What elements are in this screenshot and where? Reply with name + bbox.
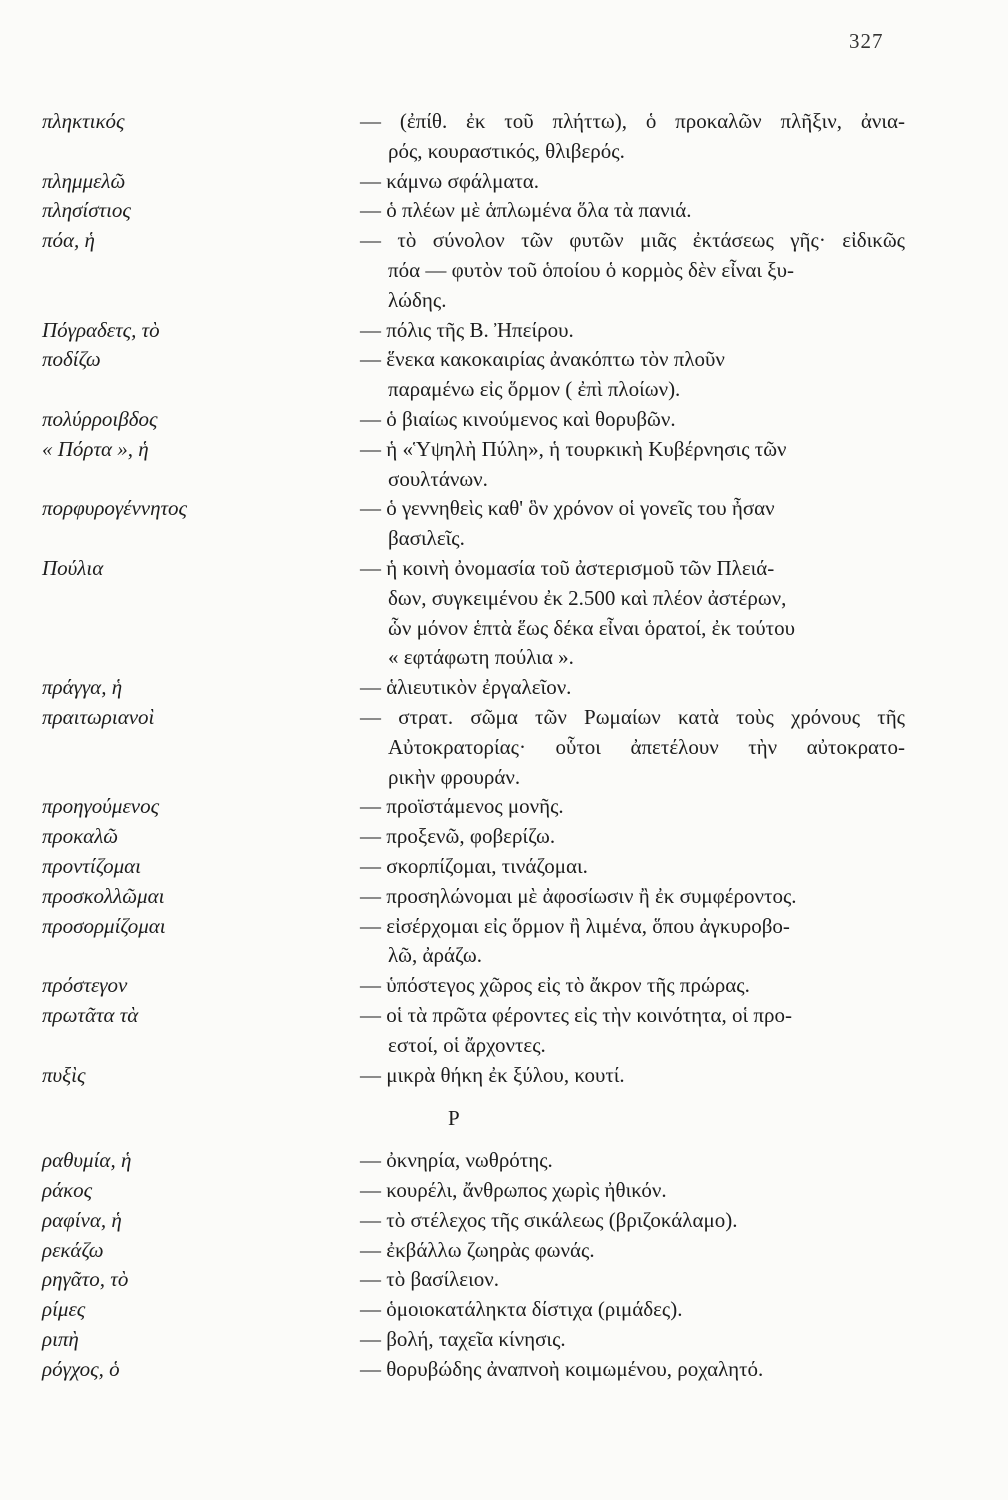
definition-line bbox=[360, 167, 905, 197]
entry-definition bbox=[360, 494, 905, 554]
entry-term: πόα, ἡ bbox=[42, 228, 95, 253]
definition-text: — κάμνω σφάλματα. bbox=[360, 168, 540, 193]
entry-term: πολύρροιβδος bbox=[42, 406, 158, 431]
definition-line bbox=[360, 554, 905, 584]
definition-line bbox=[360, 852, 905, 882]
entry-term: προκαλῶ bbox=[42, 824, 119, 849]
definition-line bbox=[360, 345, 905, 375]
glossary-entry bbox=[42, 1355, 905, 1385]
entry-definition bbox=[360, 1236, 905, 1266]
glossary-entry bbox=[42, 1265, 905, 1295]
definition-line bbox=[360, 196, 905, 226]
entry-definition bbox=[360, 822, 905, 852]
definition-line bbox=[360, 882, 905, 912]
definition-text: ρικὴν φρουράν. bbox=[388, 764, 521, 789]
definition-text: — τὸ βασίλειον. bbox=[360, 1267, 499, 1292]
glossary-entry bbox=[42, 196, 905, 226]
definition-line bbox=[360, 1325, 905, 1355]
entry-term: προντίζομαι bbox=[42, 853, 141, 878]
entry-term: πλησίστιος bbox=[42, 198, 131, 223]
definition-text: — οἱ τὰ πρῶτα φέροντες εἰς τὴν κοινότητα, οἱ προ- bbox=[360, 1002, 792, 1027]
entry-term: πυξὶς bbox=[42, 1062, 86, 1087]
definition-text: — μικρὰ θήκη ἐκ ξύλου, κουτί. bbox=[360, 1062, 625, 1087]
definition-line bbox=[360, 435, 905, 465]
definition-text: λώδης. bbox=[388, 287, 447, 312]
entry-term: ρόγχος, ὁ bbox=[42, 1356, 120, 1381]
entry-definition bbox=[360, 1325, 905, 1355]
definition-text: — ὁ βιαίως κινούμενος καὶ θορυβῶν. bbox=[360, 406, 676, 431]
definition-line bbox=[388, 733, 905, 763]
definition-text: « εφτάφωτη πούλια ». bbox=[388, 645, 574, 670]
definition-line bbox=[360, 1355, 905, 1385]
entry-term: ρηγᾶτο, τὸ bbox=[42, 1267, 129, 1292]
definition-line bbox=[360, 1176, 905, 1206]
definition-line bbox=[360, 822, 905, 852]
entry-definition bbox=[360, 912, 905, 972]
definition-text: παραμένω εἰς ὅρμον ( ἐπὶ πλοίων). bbox=[388, 377, 681, 402]
glossary-entry bbox=[42, 1061, 905, 1091]
entry-term: πράγγα, ἡ bbox=[42, 675, 123, 700]
definition-line bbox=[388, 763, 905, 793]
page-number: 327 bbox=[849, 29, 884, 53]
definition-line bbox=[360, 1265, 905, 1295]
definition-text: — ἕνεκα κακοκαιρίας ἀνακόπτω τὸν πλοῦν bbox=[360, 347, 725, 372]
definition-line bbox=[388, 137, 905, 167]
glossary-entry bbox=[42, 673, 905, 703]
definition-text: — τὸ σύνολον τῶν φυτῶν μιᾶς ἐκτάσεως γῆς· εἰδικῶς bbox=[360, 228, 905, 253]
glossary-entry bbox=[42, 435, 905, 495]
definition-text: — ἐκβάλλω ζωηρὰς φωνάς. bbox=[360, 1237, 595, 1262]
entry-term: πληκτικός bbox=[42, 109, 125, 133]
entry-term: ραθυμία, ἡ bbox=[42, 1148, 132, 1173]
definition-line bbox=[388, 643, 905, 673]
entry-term: ποδίζω bbox=[42, 347, 101, 372]
definition-line bbox=[360, 316, 905, 346]
definition-line bbox=[360, 1236, 905, 1266]
definition-line bbox=[360, 792, 905, 822]
entry-definition bbox=[360, 1176, 905, 1206]
glossary-entry bbox=[42, 107, 905, 167]
definition-text: βασιλεῖς. bbox=[388, 526, 465, 551]
entry-definition bbox=[360, 852, 905, 882]
entry-definition bbox=[360, 226, 905, 315]
definition-text: — εἰσέρχομαι εἰς ὅρμον ἢ λιμένα, ὅπου ἀγκυροβο- bbox=[360, 913, 790, 938]
definition-text: λῶ, ἀράζω. bbox=[388, 943, 482, 968]
definition-text: — (ἐπίθ. ἐκ τοῦ πλήττω), ὁ προκαλῶν πλῆξιν, ἀνια- bbox=[360, 109, 905, 133]
entry-term: Πόγραδετς, τὸ bbox=[42, 317, 160, 342]
glossary-list-rho bbox=[42, 1146, 905, 1384]
entry-definition bbox=[360, 1146, 905, 1176]
entry-definition bbox=[360, 673, 905, 703]
entry-definition bbox=[360, 1001, 905, 1061]
entry-definition bbox=[360, 703, 905, 792]
glossary-entry bbox=[42, 912, 905, 972]
definition-text: — ἁλιευτικὸν ἐργαλεῖον. bbox=[360, 675, 572, 700]
entry-term: « Πόρτα », ἡ bbox=[42, 436, 149, 461]
definition-text: — προϊστάμενος μονῆς. bbox=[360, 794, 564, 819]
glossary-entry bbox=[42, 1236, 905, 1266]
definition-line bbox=[360, 1061, 905, 1091]
definition-line bbox=[360, 673, 905, 703]
definition-line bbox=[388, 524, 905, 554]
glossary-entry bbox=[42, 494, 905, 554]
definition-line bbox=[360, 703, 905, 733]
entry-definition bbox=[360, 196, 905, 226]
entry-definition bbox=[360, 107, 905, 167]
definition-line bbox=[388, 614, 905, 644]
entry-term: προσκολλῶμαι bbox=[42, 883, 165, 908]
definition-line bbox=[360, 1146, 905, 1176]
entry-term: ρίμες bbox=[42, 1297, 86, 1322]
definition-text: — πόλις τῆς Β. Ἠπείρου. bbox=[360, 317, 574, 342]
entry-definition bbox=[360, 405, 905, 435]
entry-term: πραιτωριανοὶ bbox=[42, 704, 155, 729]
definition-line bbox=[388, 941, 905, 971]
definition-text: — κουρέλι, ἄνθρωπος χωρὶς ἠθικόν. bbox=[360, 1178, 667, 1203]
definition-line bbox=[360, 1001, 905, 1031]
definition-text: δων, συγκειμένου ἐκ 2.500 καὶ πλέον ἀστέρων, bbox=[388, 585, 787, 610]
glossary-entry bbox=[42, 703, 905, 792]
glossary-entry bbox=[42, 971, 905, 1001]
entry-definition bbox=[360, 167, 905, 197]
glossary bbox=[42, 107, 905, 1385]
entry-definition bbox=[360, 1265, 905, 1295]
entry-definition bbox=[360, 1355, 905, 1385]
glossary-entry bbox=[42, 316, 905, 346]
definition-text: εστοί, οἱ ἄρχοντες. bbox=[388, 1032, 546, 1057]
entry-definition bbox=[360, 345, 905, 405]
entry-term: ράκος bbox=[42, 1178, 93, 1203]
glossary-entry bbox=[42, 1295, 905, 1325]
glossary-entry bbox=[42, 345, 905, 405]
definition-text: — προξενῶ, φοβερίζω. bbox=[360, 824, 556, 849]
definition-line bbox=[360, 971, 905, 1001]
definition-line bbox=[360, 107, 905, 137]
glossary-entry bbox=[42, 1001, 905, 1061]
definition-text: — ἡ «Ὑψηλὴ Πύλη», ἡ τουρκικὴ Κυβέρνησις τῶν bbox=[360, 436, 787, 461]
definition-line bbox=[360, 912, 905, 942]
entry-term: πρωτᾶτα τὰ bbox=[42, 1002, 139, 1027]
entry-definition bbox=[360, 554, 905, 673]
section-letter-heading: Ρ bbox=[448, 1106, 460, 1131]
glossary-entry bbox=[42, 882, 905, 912]
definition-text: — σκορπίζομαι, τινάζομαι. bbox=[360, 853, 588, 878]
entry-term: πορφυρογέννητος bbox=[42, 496, 188, 521]
entry-definition bbox=[360, 1061, 905, 1091]
definition-line bbox=[360, 1295, 905, 1325]
glossary-entry bbox=[42, 1176, 905, 1206]
definition-line bbox=[388, 286, 905, 316]
definition-text: — ὑπόστεγος χῶρος εἰς τὸ ἄκρον τῆς πρώρας. bbox=[360, 973, 750, 998]
definition-text: — ὁμοιοκατάληκτα δίστιχα (ριμάδες). bbox=[360, 1297, 683, 1322]
definition-text: — τὸ στέλεχος τῆς σικάλεως (βριζοκάλαμο). bbox=[360, 1207, 738, 1232]
glossary-entry bbox=[42, 852, 905, 882]
entry-term: προηγούμενος bbox=[42, 794, 160, 819]
definition-line bbox=[360, 405, 905, 435]
glossary-entry bbox=[42, 226, 905, 315]
definition-text: — ἡ κοινὴ ὀνομασία τοῦ ἀστερισμοῦ τῶν Πλειά- bbox=[360, 555, 775, 580]
entry-term: Πούλια bbox=[42, 555, 104, 580]
definition-text: ρός, κουραστικός, θλιβερός. bbox=[388, 138, 625, 163]
definition-text: ὧν μόνον ἑπτὰ ἕως δέκα εἶναι ὁρατοί, ἐκ τούτου bbox=[388, 615, 796, 640]
glossary-entry bbox=[42, 792, 905, 822]
definition-line bbox=[388, 584, 905, 614]
definition-text: σουλτάνων. bbox=[388, 466, 488, 491]
definition-line bbox=[388, 256, 905, 286]
definition-text: — θορυβώδης ἀναπνοὴ κοιμωμένου, ροχαλητό. bbox=[360, 1356, 764, 1381]
entry-term: πρόστεγον bbox=[42, 973, 128, 998]
entry-term: ραφίνα, ἡ bbox=[42, 1207, 122, 1232]
glossary-entry bbox=[42, 167, 905, 197]
definition-text: πόα — φυτὸν τοῦ ὁποίου ὁ κορμὸς δὲν εἶναι ξυ- bbox=[388, 257, 795, 282]
entry-definition bbox=[360, 971, 905, 1001]
entry-term: προσορμίζομαι bbox=[42, 913, 166, 938]
entry-definition bbox=[360, 316, 905, 346]
glossary-entry bbox=[42, 554, 905, 673]
definition-text: — βολή, ταχεῖα κίνησις. bbox=[360, 1327, 566, 1352]
definition-text: — προσηλώνομαι μὲ ἀφοσίωσιν ἢ ἐκ συμφέροντος. bbox=[360, 883, 797, 908]
entry-definition bbox=[360, 882, 905, 912]
entry-term: ρεκάζω bbox=[42, 1237, 104, 1262]
definition-line bbox=[360, 226, 905, 256]
definition-line bbox=[388, 465, 905, 495]
definition-text: — ὁ πλέων μὲ ἁπλωμένα ὅλα τὰ πανιά. bbox=[360, 198, 692, 223]
entry-definition bbox=[360, 435, 905, 495]
entry-definition bbox=[360, 1206, 905, 1236]
glossary-entry bbox=[42, 405, 905, 435]
definition-text: Αὐτοκρατορίας· οὗτοι ἀπετέλουν τὴν αὐτοκρατο- bbox=[388, 734, 905, 759]
definition-text: — ὀκνηρία, νωθρότης. bbox=[360, 1148, 553, 1173]
glossary-entry bbox=[42, 1146, 905, 1176]
entry-definition bbox=[360, 1295, 905, 1325]
entry-definition bbox=[360, 792, 905, 822]
glossary-entry bbox=[42, 1325, 905, 1355]
definition-line bbox=[360, 1206, 905, 1236]
definition-text: — στρατ. σῶμα τῶν Ρωμαίων κατὰ τοὺς χρόνους τῆς bbox=[360, 704, 905, 729]
glossary-entry bbox=[42, 1206, 905, 1236]
glossary-list-pi bbox=[42, 107, 905, 1090]
definition-line bbox=[388, 1031, 905, 1061]
entry-term: πλημμελῶ bbox=[42, 168, 126, 193]
definition-text: — ὁ γεννηθεὶς καθ' ὃν χρόνον οἱ γονεῖς του ἦσαν bbox=[360, 496, 775, 521]
entry-term: ριπὴ bbox=[42, 1327, 79, 1352]
glossary-entry bbox=[42, 822, 905, 852]
definition-line bbox=[360, 494, 905, 524]
definition-line bbox=[388, 375, 905, 405]
